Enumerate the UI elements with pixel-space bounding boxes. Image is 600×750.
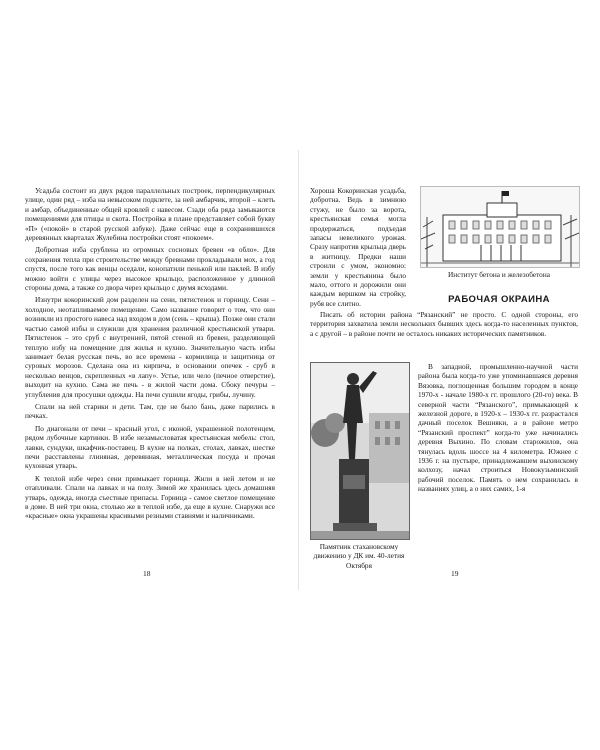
left-page-text xyxy=(25,186,275,524)
left-paragraph: Спали на ней старики и дети. Там, где не было бань, даже парились в печках. xyxy=(25,401,275,421)
left-paragraph: К теплой избе через сени примыкает горница. Жили в ней летом и не отапливали. Спали на лавках и на полу. Зимой же хранилась здесь домашняя утварь, одежда, иногда съестные припасы. Горница - самое светлое помещение в доме. В ней три окна, столько же в теплой избе, да еще в кухне. Снаружи все «красные» окна украшены красивыми резными ставнями и наличниками. xyxy=(25,473,275,521)
monument-photo xyxy=(310,362,410,540)
institute-building-photo xyxy=(420,186,580,268)
left-paragraph: Усадьба состоит из двух рядов параллельных построек, перпендикулярных улице, один ряд – изба на невысоком подклете, за ней амбарчик, второй – клеть и амбар, объединенные общей кровлей с навесом. Сзади оба ряда замыкаются помещениями для птицы и скота. Постройка в плане представляет собой букву «П» («покой» в старой русской азбуке). Даже сейчас еще в сохранившихся деревянных кварталах Жулебина постройки стоят «покоем». xyxy=(25,186,275,243)
monument-photo-caption: Памятник стахановскому движению у ДК им. 40-летия Октября xyxy=(313,542,405,570)
left-paragraph: Добротная изба срублена из огромных сосновых бревен «в обло». Для сохранения тепла при строительстве между бревнами прокладывали мох, а год спустя, после того как венцы оседали, конопатили пенькой или паклей. В избу можно войти с улицы через высокое крыльцо, расположенное у длинной стороны дома, а также со двора через крыльцо с двумя всходами. xyxy=(25,245,275,293)
section-heading: РАБОЧАЯ ОКРАИНА xyxy=(448,294,550,305)
right-column-text xyxy=(418,362,578,494)
left-paragraph: По диагонали от печи – красный угол, с иконой, украшенной полотенцем, рядом лубочные картинки. В избе незамысловатая крестьянская мебель: стол, лавки, сундуки, шкафчик-поставец. В кухне на полках, столах, лавках, шестке печи расставлены глиняная, деревянная, металлическая посуда и прочая кухонная утварь. xyxy=(25,423,275,471)
main-text xyxy=(310,310,578,338)
right-page-number: 19 xyxy=(451,569,459,578)
main-paragraph: Писать об истории района “Рязанский” не просто. С одной стороны, его территория захватила земли нескольких бывших здесь когда-то населенных пунктов, а с другой – в районе почти не осталось никаких исторических памятников. xyxy=(310,310,578,338)
page-gutter xyxy=(298,150,299,590)
intro-paragraph: Хороша Кокоринская усадьба, добротна. Ведь в зимнюю стужу, не было за ворота, крестьянская семья могла продержаться, подъедая запасы невеликого урожая. Сразу напротив крыльца дверь в житницу. Предки наши строили с умом, экономно: земли у крестьянина было мало, оттого и дорожили они каждым вершком на стройку, рубя все слитно. xyxy=(310,186,406,308)
institute-photo-caption: Институт бетона и железобетона xyxy=(448,270,550,279)
right-paragraph: В западной, промышленно-научной части района была когда-то уже упоминавшаяся деревня Вязовка, поглощенная большим городом в конце 1970-х - начале 1980-х гг. прошлого (20-го) века. В северной части “Рязанского”, примыкающей к железной дороге, в 1920-х – 1930-х гг. разрастался дачный поселок Вешняки, а в районе метро “Рязанский проспект” когда-то уже начинались деревня Выхино. По словам старожилов, она тянулась вдоль шоссе на 4 километра. Южнее с 1936 г. на пустыре, принадлежавшем выхинскому колхозу, начал строиться Новокузьминский рабочий поселок. Память о нем сохранилась в названиях улиц, а о них самих, 1-я xyxy=(418,362,578,494)
left-page-number: 18 xyxy=(143,569,151,578)
left-paragraph: Изнутри кокоринский дом разделен на сени, пятистенок и горницу. Сени – холодное, неотапливаемое помещение. Само название говорит о том, что они возникли из простого навеса над входом в дом (сень – крыша). Позже они стали частью самой избы и служили для хранения различной крестьянской утвари. Пятистенок – это сруб с внутренней, пятой стеной из бревен, разделяющей теплую избу на помещение для жилья и кухню. Значительную часть избы занимает белая русская печь, во все времена - кормилица и защитница от суровых морозов. Сделана она из кирпича, в основании опечек - сруб в несколько венцов, скрепленных «в лапу». Устье, или чело (печное отверстие), выходит на кухню. Сама же печь - в жилой части дома. Сбоку печуры – углубления для просушки одежды. На печи сушили ягоды, грибы, лучину. xyxy=(25,295,275,399)
